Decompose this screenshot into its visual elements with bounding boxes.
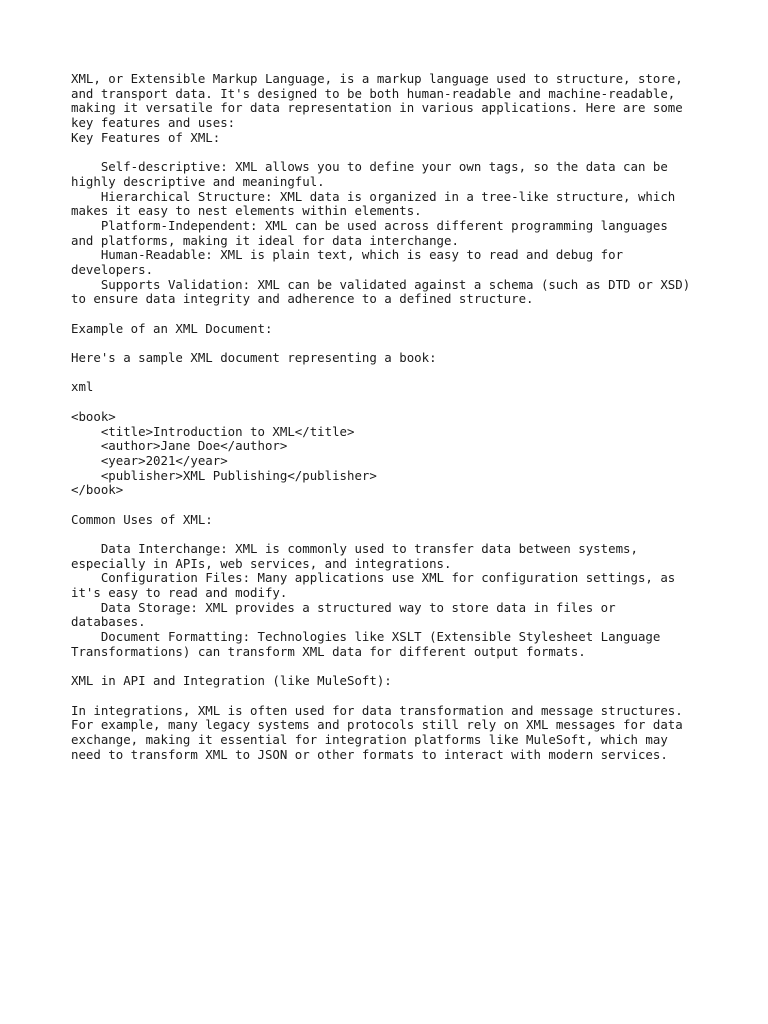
integration-line: For example, many legacy systems and protocols still rely on XML messages for data bbox=[71, 717, 683, 733]
feature-line: developers. bbox=[71, 261, 154, 277]
code-line: </book> bbox=[71, 482, 124, 498]
feature-line: Hierarchical Structure: XML data is organized in a tree-like structure, which bbox=[71, 188, 676, 204]
code-line: <title>Introduction to XML</title> bbox=[71, 423, 355, 439]
blank-line bbox=[71, 527, 731, 542]
integration-line: In integrations, XML is often used for data transformation and message structures. bbox=[71, 702, 683, 718]
blank-line bbox=[71, 366, 731, 381]
feature-line: and platforms, making it ideal for data interchange. bbox=[71, 232, 459, 248]
code-line: <publisher>XML Publishing</publisher> bbox=[71, 467, 377, 483]
use-line: Transformations) can transform XML data for different output formats. bbox=[71, 643, 586, 659]
use-line: Data Storage: XML provides a structured way to store data in files or bbox=[71, 599, 616, 615]
intro-line: key features and uses: bbox=[71, 115, 236, 131]
use-line: databases. bbox=[71, 614, 146, 630]
use-line: it's easy to read and modify. bbox=[71, 585, 288, 601]
intro-line: making it versatile for data representation in various applications. Here are some bbox=[71, 100, 683, 116]
blank-line bbox=[71, 336, 731, 351]
feature-line: Human-Readable: XML is plain text, which is easy to read and debug for bbox=[71, 247, 624, 263]
intro-line: XML, or Extensible Markup Language, is a markup language used to structure, store, bbox=[71, 71, 683, 86]
feature-line: makes it easy to nest elements within elements. bbox=[71, 203, 422, 219]
section-heading-key-features: Key Features of XML: bbox=[71, 129, 221, 145]
use-line: especially in APIs, web services, and integrations. bbox=[71, 555, 452, 571]
blank-line bbox=[71, 660, 731, 675]
integration-line: need to transform XML to JSON or other formats to interact with modern services. bbox=[71, 746, 668, 762]
blank-line bbox=[71, 307, 731, 322]
section-heading-common-uses: Common Uses of XML: bbox=[71, 511, 213, 527]
feature-line: highly descriptive and meaningful. bbox=[71, 173, 325, 189]
document-page bbox=[71, 72, 731, 762]
blank-line bbox=[71, 145, 731, 160]
use-line: Configuration Files: Many applications use XML for configuration settings, as bbox=[71, 570, 676, 586]
use-line: Document Formatting: Technologies like XSLT (Extensible Stylesheet Language bbox=[71, 629, 661, 645]
integration-line: exchange, making it essential for integration platforms like MuleSoft, which may bbox=[71, 731, 668, 747]
blank-line bbox=[71, 395, 731, 410]
section-heading-example: Example of an XML Document: bbox=[71, 320, 273, 336]
example-intro-line: Here's a sample XML document representing a book: bbox=[71, 350, 437, 366]
intro-line: and transport data. It's designed to be both human-readable and machine-readable, bbox=[71, 85, 676, 101]
feature-line: Supports Validation: XML can be validated against a schema (such as DTD or XSD) bbox=[71, 276, 691, 292]
use-line: Data Interchange: XML is commonly used to transfer data between systems, bbox=[71, 541, 638, 556]
feature-line: Platform-Independent: XML can be used across different programming languages bbox=[71, 217, 668, 233]
feature-line: to ensure data integrity and adherence to a defined structure. bbox=[71, 291, 534, 307]
blank-line bbox=[71, 498, 731, 513]
code-language-label: xml bbox=[71, 379, 94, 395]
code-line: <book> bbox=[71, 408, 116, 424]
blank-line bbox=[71, 689, 731, 704]
code-line: <author>Jane Doe</author> bbox=[71, 438, 288, 454]
code-line: <year>2021</year> bbox=[71, 452, 228, 468]
feature-line: Self-descriptive: XML allows you to define your own tags, so the data can be bbox=[71, 159, 668, 175]
section-heading-integration: XML in API and Integration (like MuleSoft): bbox=[71, 673, 392, 689]
